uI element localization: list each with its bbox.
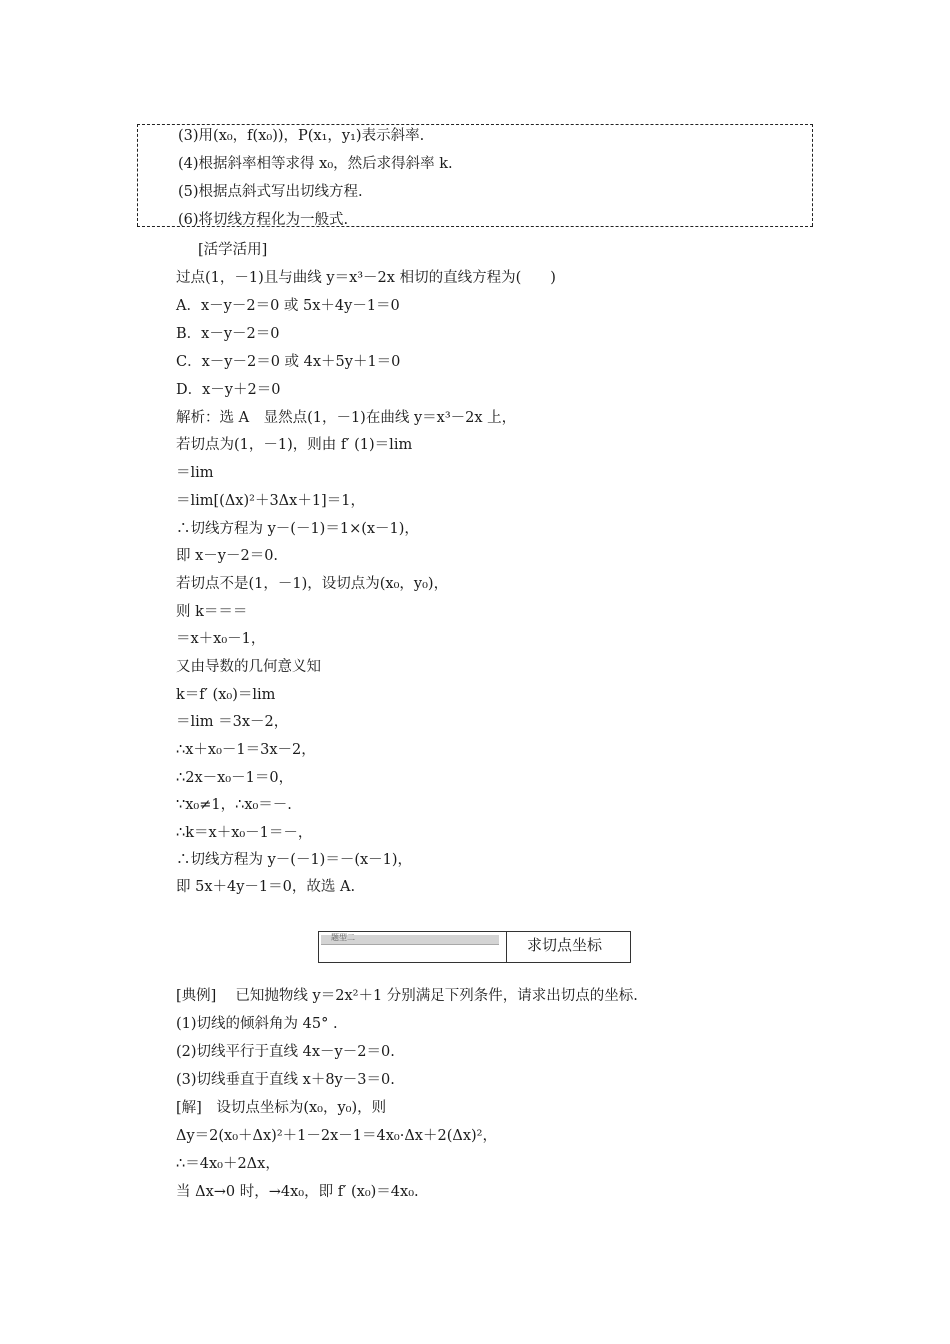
summary-line: (5)根据点斜式写出切线方程.	[178, 184, 363, 200]
summary-box-right-border	[812, 124, 813, 226]
solution-line: ∴k＝x＋x₀－1＝－，	[176, 825, 313, 841]
example-line: (2)切线平行于直线 4x－y－2＝0.	[176, 1044, 395, 1060]
solution-line: 又由导数的几何意义知	[176, 659, 321, 675]
section-divider	[506, 932, 507, 962]
option-c: C．x－y－2＝0 或 4x＋5y＋1＝0	[176, 354, 401, 370]
option-b: B．x－y－2＝0	[176, 326, 280, 342]
example-line: ∴＝4x₀＋2Δx，	[176, 1156, 280, 1172]
section-tag-banner	[321, 935, 499, 945]
summary-box-left-border	[137, 124, 138, 226]
solution-line: 若切点为(1，－1)，则由 f′ (1)＝lim	[176, 437, 413, 453]
summary-box-top-border	[137, 124, 813, 125]
solution-line: 若切点不是(1，－1)，设切点为(x₀，y₀)，	[176, 576, 449, 592]
example-line: (3)切线垂直于直线 x＋8y－3＝0.	[176, 1072, 395, 1088]
practice-heading: [活学活用]	[198, 242, 268, 258]
solution-line: ＝lim ＝3x－2，	[176, 714, 289, 730]
solution-line: ∴切线方程为 y－(－1)＝1×(x－1)，	[176, 521, 419, 537]
example-line: Δy＝2(x₀＋Δx)²＋1－2x－1＝4x₀·Δx＋2(Δx)²，	[176, 1128, 497, 1144]
solution-line: ＝x＋x₀－1，	[176, 631, 266, 647]
solution-line: ∴x＋x₀－1＝3x－2，	[176, 742, 316, 758]
example-line: [解] 设切点坐标为(x₀，y₀)，则	[176, 1100, 387, 1116]
solution-line: 则 k＝＝＝	[176, 604, 248, 620]
solution-line: ∴切线方程为 y－(－1)＝－(x－1)，	[176, 852, 413, 868]
example-line: [典例] 已知抛物线 y＝2x²＋1 分别满足下列条件，请求出切点的坐标.	[176, 988, 638, 1004]
section-title: 求切点坐标	[527, 936, 603, 954]
summary-line: (4)根据斜率相等求得 x₀，然后求得斜率 k.	[178, 156, 453, 172]
example-line: 当 Δx→0 时，→4x₀，即 f′ (x₀)＝4x₀.	[176, 1184, 419, 1200]
solution-line: k＝f′ (x₀)＝lim	[176, 687, 276, 703]
section-tag-label: 题型二	[331, 933, 355, 942]
solution-line: ∵x₀≠1，∴x₀＝－.	[176, 797, 292, 813]
solution-line: ＝lim	[176, 465, 214, 481]
solution-line: 即 5x＋4y－1＝0，故选 A.	[176, 879, 356, 895]
solution-line: 解析：选 A 显然点(1，－1)在曲线 y＝x³－2x 上，	[176, 410, 517, 426]
section-header	[318, 931, 631, 963]
solution-line: ＝lim[(Δx)²＋3Δx＋1]＝1，	[176, 493, 365, 509]
summary-line: (6)将切线方程化为一般式.	[178, 212, 349, 228]
solution-line: ∴2x－x₀－1＝0，	[176, 770, 294, 786]
summary-line: (3)用(x₀，f(x₀))，P(x₁，y₁)表示斜率.	[178, 128, 425, 144]
practice-question: 过点(1，－1)且与曲线 y＝x³－2x 相切的直线方程为( )	[176, 270, 556, 286]
option-a: A．x－y－2＝0 或 5x＋4y－1＝0	[176, 298, 400, 314]
solution-line: 即 x－y－2＝0.	[176, 548, 279, 564]
example-line: (1)切线的倾斜角为 45° .	[176, 1016, 338, 1032]
option-d: D．x－y＋2＝0	[176, 382, 281, 398]
